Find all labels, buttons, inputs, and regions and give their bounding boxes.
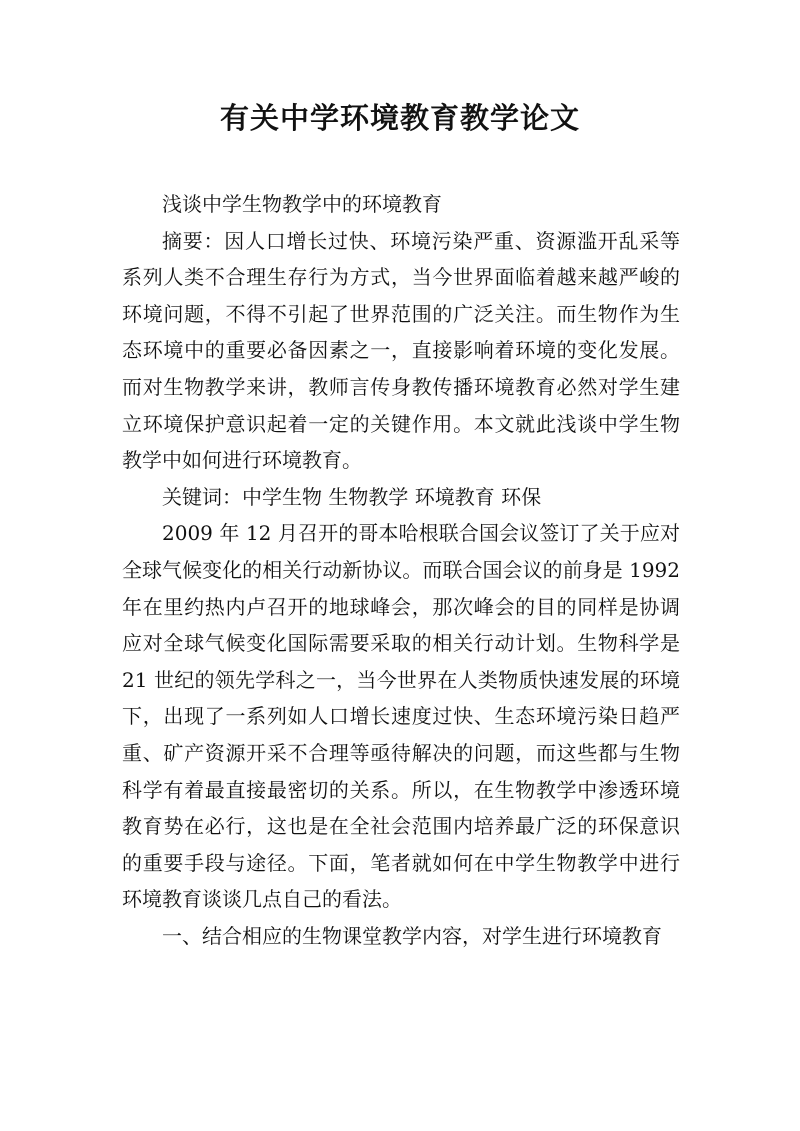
paragraph-section-heading: 一、结合相应的生物课堂教学内容，对学生进行环境教育 [162,923,662,948]
paragraph-intro: 2009 年 12 月召开的哥本哈根联合国会议签订了关于应对全球气候变化的相关行动新协议。而联合国会议的前身是 1992 年在里约热内卢召开的地球峰会，那次峰会的目的同样是协调应对全球气候变化国际需要采取的相关行动计划。生物科学是 21 世纪的领先学科之一，当今世界在人类物质快速发展的环境下，出现了一系列如人口增长速度过快、生态环境污染日趋严重、矿产资源开采不合理等亟待解决的问题，而这些都与生物科学有着最直接最密切的关系。所以，在生物教学中渗透环境教育势在必行，这也是在全社会范围内培养最广泛的环保意识的重要手段与途径。下面，笔者就如何在中学生物教学中进行环境教育谈谈几点自己的看法。 [122,521,680,912]
paragraph-keywords: 关键词：中学生物 生物教学 环境教育 环保 [162,484,542,509]
paragraph-abstract: 摘要：因人口增长过快、环境污染严重、资源滥开乱采等系列人类不合理生存行为方式，当今世界面临着越来越严峻的环境问题，不得不引起了世界范围的广泛关注。而生物作为生态环境中的重要必备因素之一，直接影响着环境的变化发展。而对生物教学来讲，教师言传身教传播环境教育必然对学生建立环境保护意识起着一定的关键作用。本文就此浅谈中学生物教学中如何进行环境教育。 [122,228,680,473]
paragraph-subtitle: 浅谈中学生物教学中的环境教育 [162,192,442,216]
document-body [122,186,680,954]
document-title: 有关中学环境教育教学论文 [219,101,580,135]
